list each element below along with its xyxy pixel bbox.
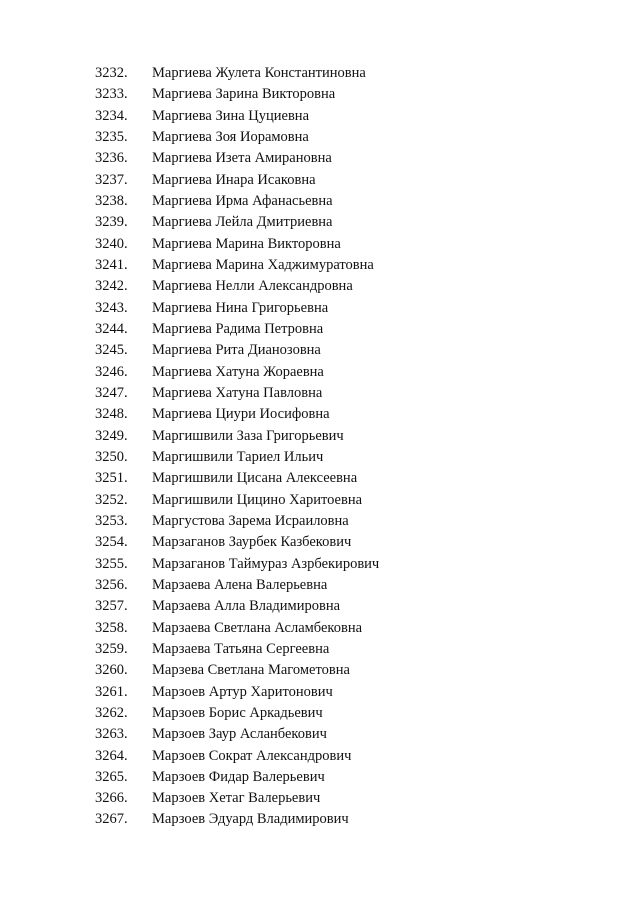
entry-number: 3256. (95, 576, 128, 593)
list-item (0, 298, 640, 319)
entry-number: 3253. (95, 512, 128, 529)
entry-full-name: Маргиева Жулета Константиновна (152, 65, 366, 81)
list-item (0, 148, 640, 169)
list-item (0, 618, 640, 639)
entry-full-name: Маргишвили Заза Григорьевич (152, 427, 344, 444)
entry-full-name: Марзоев Артур Харитонович (152, 683, 333, 700)
list-item (0, 596, 640, 617)
entry-full-name: Марзаева Светлана Асламбековна (152, 619, 363, 636)
entry-number: 3241. (95, 256, 128, 273)
entry-full-name: Маргишвили Тариел Ильич (152, 448, 324, 465)
list-item (0, 575, 640, 596)
list-item (0, 746, 640, 767)
entry-full-name: Маргиева Инара Исаковна (152, 171, 316, 188)
list-item (0, 767, 640, 788)
list-item (0, 255, 640, 276)
entry-full-name: Марзаганов Таймураз Азрбекирович (152, 555, 380, 572)
list-item (0, 660, 640, 681)
entry-number: 3267. (95, 811, 128, 828)
entry-full-name: Марзоев Эдуард Владимирович (152, 811, 349, 828)
entry-full-name: Маргиева Лейла Дмитриевна (152, 214, 333, 231)
entry-full-name: Марзоев Борис Аркадьевич (152, 704, 323, 721)
entry-number: 3261. (95, 683, 128, 700)
list-item (0, 212, 640, 233)
list-item (0, 788, 640, 809)
entry-full-name: Марзоев Заур Асланбекович (152, 726, 327, 743)
list-item (0, 554, 640, 575)
entry-full-name: Маргиева Нелли Александровна (152, 278, 353, 295)
entry-number: 3233. (95, 86, 128, 103)
list-item (0, 276, 640, 297)
list-item (0, 426, 640, 447)
entry-number: 3234. (95, 107, 128, 124)
entry-full-name: Маргишвили Цисана Алексеевна (152, 470, 358, 487)
entry-number: 3262. (95, 704, 128, 721)
list-item (0, 319, 640, 340)
entry-full-name: Маргиева Марина Викторовна (152, 235, 341, 252)
entry-number: 3251. (95, 470, 128, 487)
entry-number: 3244. (95, 320, 128, 337)
list-item (0, 170, 640, 191)
entry-number: 3252. (95, 491, 128, 508)
entry-full-name: Маргиева Зина Цуциевна (152, 107, 310, 124)
entry-number: 3254. (95, 534, 128, 551)
list-item (0, 106, 640, 127)
list-item (0, 468, 640, 489)
entry-number: 3257. (95, 598, 128, 615)
entry-number: 3255. (95, 555, 128, 572)
entry-number: 3263. (95, 726, 128, 743)
entry-full-name: Маргиева Рита Дианозовна (152, 342, 321, 359)
entry-number: 3232. (95, 65, 128, 81)
entry-full-name: Марзаева Алена Валерьевна (152, 576, 328, 593)
entry-full-name: Маргишвили Цицино Харитоевна (152, 491, 363, 508)
list-item (0, 383, 640, 404)
entry-number: 3246. (95, 363, 128, 380)
entry-full-name: Маргиева Хатуна Павловна (152, 384, 323, 401)
entry-number: 3236. (95, 150, 128, 167)
list-item (0, 63, 640, 84)
list-item (0, 490, 640, 511)
entry-number: 3248. (95, 406, 128, 423)
entry-number: 3235. (95, 128, 128, 145)
list-item (0, 703, 640, 724)
entry-number: 3237. (95, 171, 128, 188)
entry-full-name: Марзоев Фидар Валерьевич (152, 768, 325, 785)
list-item (0, 511, 640, 532)
entry-number: 3264. (95, 747, 128, 764)
list-item (0, 362, 640, 383)
entry-number: 3259. (95, 640, 128, 657)
entry-number: 3243. (95, 299, 128, 316)
entry-number: 3240. (95, 235, 128, 252)
entry-full-name: Марзева Светлана Магометовна (152, 662, 350, 679)
list-item (0, 447, 640, 468)
entry-number: 3242. (95, 278, 128, 295)
entry-full-name: Маргиева Ирма Афанасьевна (152, 192, 333, 209)
list-item (0, 404, 640, 425)
list-item (0, 191, 640, 212)
entry-number: 3265. (95, 768, 128, 785)
list-item (0, 234, 640, 255)
entry-number: 3247. (95, 384, 128, 401)
name-list (0, 63, 640, 831)
list-item (0, 682, 640, 703)
list-item (0, 127, 640, 148)
list-item (0, 724, 640, 745)
entry-number: 3245. (95, 342, 128, 359)
entry-full-name: Маргиева Радима Петровна (152, 320, 324, 337)
entry-number: 3249. (95, 427, 128, 444)
entry-full-name: Марзоев Хетаг Валерьевич (152, 790, 321, 807)
entry-full-name: Маргиева Нина Григорьевна (152, 299, 329, 316)
entry-full-name: Маргиева Зарина Викторовна (152, 86, 336, 103)
list-item (0, 532, 640, 553)
list-item (0, 340, 640, 361)
list-item (0, 639, 640, 660)
entry-number: 3238. (95, 192, 128, 209)
list-item (0, 84, 640, 105)
entry-full-name: Маргиева Циури Иосифовна (152, 406, 330, 423)
entry-full-name: Марзаева Алла Владимировна (152, 598, 341, 615)
entry-number: 3250. (95, 448, 128, 465)
entry-number: 3239. (95, 214, 128, 231)
list-item (0, 809, 640, 830)
entry-full-name: Маргиева Хатуна Жораевна (152, 363, 324, 380)
entry-full-name: Маргиева Зоя Иорамовна (152, 128, 309, 145)
entry-full-name: Марзаева Татьяна Сергеевна (152, 640, 330, 657)
entry-full-name: Маргустова Зарема Исраиловна (152, 512, 349, 529)
entry-full-name: Маргиева Изета Амирановна (152, 150, 332, 167)
entry-number: 3266. (95, 790, 128, 807)
entry-full-name: Марзоев Сократ Александрович (152, 747, 352, 764)
entry-number: 3258. (95, 619, 128, 636)
entry-full-name: Маргиева Марина Хаджимуратовна (152, 256, 374, 273)
entry-number: 3260. (95, 662, 128, 679)
entry-full-name: Марзаганов Заурбек Казбекович (152, 534, 352, 551)
